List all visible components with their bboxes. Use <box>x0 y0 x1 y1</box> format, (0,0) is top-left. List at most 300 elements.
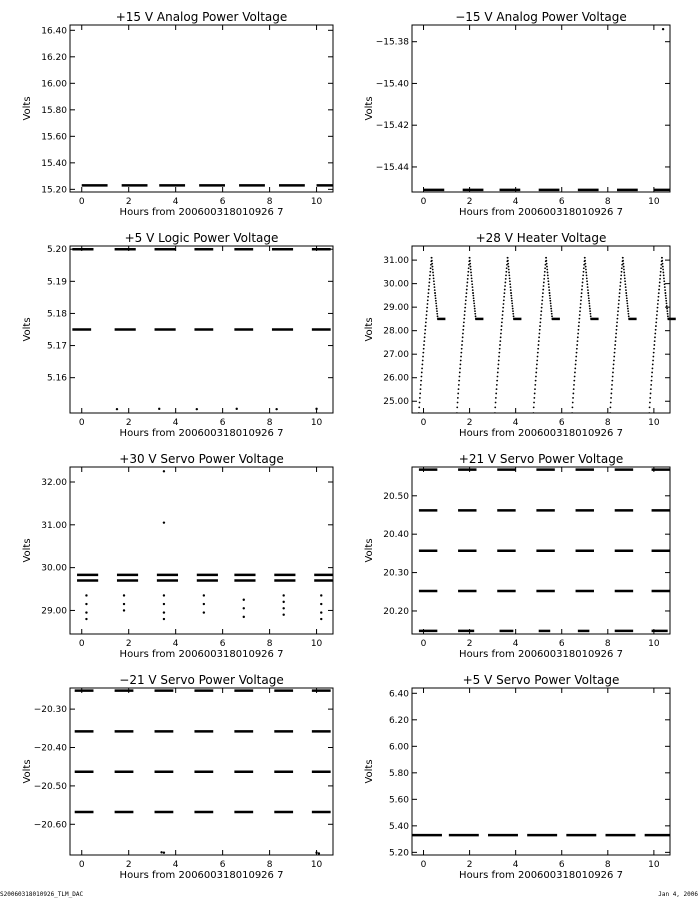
data-point <box>621 267 623 269</box>
data-point <box>243 607 245 609</box>
data-point <box>459 368 461 370</box>
data-point <box>664 283 666 285</box>
data-point <box>547 272 549 274</box>
y-tick-label: 20.40 <box>383 530 409 541</box>
data-point <box>436 313 438 315</box>
data-point <box>424 336 426 338</box>
data-point <box>510 286 512 288</box>
y-tick-label: 31.00 <box>383 256 409 267</box>
y-tick-label: −15.38 <box>375 37 409 48</box>
chart-panel-7 <box>22 673 333 881</box>
data-point <box>507 260 509 262</box>
data-point <box>573 384 575 386</box>
data-point <box>418 412 420 414</box>
data-point <box>580 303 582 305</box>
data-point <box>499 344 501 346</box>
data-point <box>511 302 513 304</box>
data-point <box>543 278 545 280</box>
data-point <box>420 384 422 386</box>
chart-title: −21 V Servo Power Voltage <box>119 673 284 687</box>
x-tick-label: 8 <box>266 418 273 428</box>
data-point <box>320 594 322 596</box>
data-point <box>508 266 510 268</box>
x-tick-label: 10 <box>310 197 323 207</box>
data-point <box>236 408 238 410</box>
data-point <box>474 305 476 307</box>
data-point <box>495 402 497 404</box>
x-axis-label: Hours from 200600318010926 7 <box>119 649 284 660</box>
y-tick-label: 27.00 <box>383 350 409 361</box>
data-point <box>649 402 651 404</box>
data-point <box>619 285 621 287</box>
chart-title: +5 V Logic Power Voltage <box>124 231 279 245</box>
data-point <box>663 277 665 279</box>
data-point <box>544 271 546 273</box>
data-point <box>426 314 428 316</box>
data-point <box>614 352 616 354</box>
data-point <box>551 313 553 315</box>
data-point <box>419 393 421 395</box>
data-point <box>504 289 506 291</box>
data-point <box>457 402 459 404</box>
data-point <box>462 333 464 335</box>
data-point <box>457 393 459 395</box>
data-point <box>626 295 628 297</box>
data-point <box>473 297 475 299</box>
y-tick-label: 16.00 <box>41 79 67 90</box>
x-tick-label: 6 <box>558 197 565 207</box>
data-point <box>472 292 474 294</box>
data-point <box>617 310 619 312</box>
data-point <box>463 321 465 323</box>
x-tick-label: 0 <box>78 639 85 649</box>
data-point <box>549 300 551 302</box>
x-axis-label: Hours from 200600318010926 7 <box>119 870 284 881</box>
data-point <box>586 275 588 277</box>
data-point <box>628 313 630 315</box>
plot-frame <box>412 25 670 192</box>
data-point <box>466 285 468 287</box>
chart-panel-3 <box>22 231 333 439</box>
data-point <box>657 303 659 305</box>
data-point <box>501 318 503 320</box>
data-point <box>469 263 471 265</box>
data-point <box>498 356 500 358</box>
data-point <box>469 260 471 262</box>
data-point <box>590 315 592 317</box>
data-point <box>662 272 664 274</box>
data-point <box>501 321 503 323</box>
data-point <box>540 310 542 312</box>
data-point <box>459 372 461 374</box>
x-tick-label: 4 <box>512 639 519 649</box>
data-point <box>421 364 423 366</box>
x-tick-label: 10 <box>310 418 323 428</box>
data-point <box>533 406 535 408</box>
data-point <box>571 412 573 414</box>
data-point <box>547 275 549 277</box>
data-point <box>613 364 615 366</box>
data-point <box>504 282 506 284</box>
x-tick-label: 4 <box>512 197 519 207</box>
data-point <box>659 278 661 280</box>
data-point <box>579 314 581 316</box>
data-point <box>431 257 433 259</box>
data-point <box>505 278 507 280</box>
data-point <box>432 269 434 271</box>
chart-panel-2 <box>364 10 670 218</box>
data-point <box>512 308 514 310</box>
data-point <box>653 348 655 350</box>
data-point <box>463 318 465 320</box>
data-point <box>574 372 576 374</box>
data-point <box>502 307 504 309</box>
footer-filename: S20060318010926_TLM_DAC <box>0 891 84 898</box>
data-point <box>536 368 538 370</box>
data-point <box>433 277 435 279</box>
data-point <box>611 388 613 390</box>
data-point <box>621 271 623 273</box>
data-point <box>550 302 552 304</box>
data-point <box>503 299 505 301</box>
y-tick-label: 16.40 <box>41 26 67 37</box>
y-axis-label: Volts <box>364 317 375 342</box>
data-point <box>580 296 582 298</box>
data-point <box>509 280 511 282</box>
data-point <box>422 356 424 358</box>
data-point <box>460 364 462 366</box>
data-point <box>496 380 498 382</box>
data-point <box>614 344 616 346</box>
y-tick-label: 28.00 <box>383 326 409 337</box>
data-point <box>432 266 434 268</box>
data-point <box>588 297 590 299</box>
data-point <box>664 289 666 291</box>
data-point <box>461 348 463 350</box>
data-point <box>456 406 458 408</box>
x-axis-label: Hours from 200600318010926 7 <box>119 428 284 439</box>
data-point <box>471 277 473 279</box>
data-point <box>581 285 583 287</box>
data-point <box>616 318 618 320</box>
data-point <box>620 282 622 284</box>
y-tick-label: −15.44 <box>375 162 409 173</box>
data-point <box>652 360 654 362</box>
x-tick-label: 0 <box>78 418 85 428</box>
data-point <box>627 310 629 312</box>
data-point <box>459 376 461 378</box>
y-tick-label: 6.20 <box>388 715 409 726</box>
data-point <box>497 376 499 378</box>
chart-title: +15 V Analog Power Voltage <box>115 10 288 24</box>
data-point <box>428 289 430 291</box>
data-point <box>418 406 420 408</box>
data-point <box>498 352 500 354</box>
data-point <box>618 303 620 305</box>
data-point <box>504 292 506 294</box>
data-point <box>429 278 431 280</box>
data-point <box>667 315 669 317</box>
data-point <box>667 313 669 315</box>
data-point <box>430 267 432 269</box>
data-point <box>661 260 663 262</box>
data-point <box>612 368 614 370</box>
data-point <box>497 372 499 374</box>
data-point <box>543 282 545 284</box>
data-point <box>659 285 661 287</box>
data-point <box>627 305 629 307</box>
data-point <box>661 257 663 259</box>
y-tick-label: −20.50 <box>33 781 67 792</box>
x-tick-label: 2 <box>466 197 473 207</box>
y-tick-label: 5.18 <box>46 309 67 320</box>
data-point <box>85 611 87 613</box>
data-point <box>436 310 438 312</box>
data-point <box>495 393 497 395</box>
data-point <box>472 289 474 291</box>
data-point <box>433 280 435 282</box>
data-point <box>628 315 630 317</box>
data-point <box>123 609 125 611</box>
data-point <box>472 295 474 297</box>
y-tick-label: 6.00 <box>388 742 409 753</box>
data-point <box>505 274 507 276</box>
y-tick-label: −20.40 <box>33 743 67 754</box>
y-tick-label: −20.30 <box>33 705 67 716</box>
data-point <box>648 412 650 414</box>
data-point <box>427 296 429 298</box>
data-point <box>502 314 504 316</box>
data-point <box>651 372 653 374</box>
data-point <box>625 286 627 288</box>
data-point <box>509 283 511 285</box>
data-point <box>620 278 622 280</box>
data-point <box>437 315 439 317</box>
x-tick-label: 2 <box>125 860 132 870</box>
data-point <box>656 314 658 316</box>
data-point <box>588 295 590 297</box>
data-point <box>282 594 284 596</box>
x-axis-label: Hours from 200600318010926 7 <box>459 207 623 218</box>
data-point <box>503 296 505 298</box>
data-point <box>620 274 622 276</box>
data-point <box>658 296 660 298</box>
data-point <box>610 402 612 404</box>
data-point <box>551 315 553 317</box>
y-axis-label: Volts <box>22 759 33 784</box>
data-point <box>434 292 436 294</box>
data-point <box>623 272 625 274</box>
y-tick-label: 5.19 <box>46 277 67 288</box>
data-point <box>534 384 536 386</box>
data-point <box>163 594 165 596</box>
data-point <box>507 257 509 259</box>
data-point <box>610 397 612 399</box>
data-point <box>652 368 654 370</box>
y-tick-label: 6.40 <box>388 689 409 700</box>
data-point <box>498 364 500 366</box>
data-point <box>574 368 576 370</box>
data-point <box>475 315 477 317</box>
x-tick-label: 10 <box>648 860 660 870</box>
data-point <box>460 356 462 358</box>
data-point <box>534 393 536 395</box>
data-point <box>499 348 501 350</box>
data-point <box>282 601 284 603</box>
x-tick-label: 6 <box>219 418 226 428</box>
data-point <box>507 263 509 265</box>
data-point <box>664 292 666 294</box>
data-point <box>625 289 627 291</box>
chart-panel-1 <box>22 10 333 218</box>
data-point <box>463 325 465 327</box>
data-point <box>469 257 471 259</box>
data-point <box>422 352 424 354</box>
data-point <box>320 611 322 613</box>
data-point <box>653 344 655 346</box>
data-point <box>584 260 586 262</box>
data-point <box>626 297 628 299</box>
data-point <box>662 263 664 265</box>
data-point <box>542 289 544 291</box>
data-point <box>656 310 658 312</box>
data-point <box>420 388 422 390</box>
x-tick-label: 8 <box>266 639 273 649</box>
data-point <box>435 297 437 299</box>
data-point <box>203 611 205 613</box>
data-point <box>504 285 506 287</box>
data-point <box>123 594 125 596</box>
x-tick-label: 6 <box>219 639 226 649</box>
data-point <box>587 292 589 294</box>
y-tick-label: 5.17 <box>46 341 67 352</box>
data-point <box>577 336 579 338</box>
data-point <box>573 380 575 382</box>
data-point <box>626 300 628 302</box>
data-point <box>470 269 472 271</box>
plot-frame <box>412 246 670 413</box>
data-point <box>503 303 505 305</box>
data-point <box>624 277 626 279</box>
data-point <box>282 614 284 616</box>
data-point <box>576 344 578 346</box>
data-point <box>425 318 427 320</box>
data-point <box>421 372 423 374</box>
data-point <box>575 356 577 358</box>
data-point <box>662 266 664 268</box>
data-point <box>420 380 422 382</box>
data-point <box>510 289 512 291</box>
data-point <box>580 299 582 301</box>
data-point <box>533 397 535 399</box>
data-point <box>623 266 625 268</box>
data-point <box>474 313 476 315</box>
data-point <box>423 348 425 350</box>
data-point <box>572 402 574 404</box>
x-tick-label: 0 <box>78 197 85 207</box>
y-axis-label: Volts <box>22 538 33 563</box>
data-point <box>436 308 438 310</box>
data-point <box>581 292 583 294</box>
data-point <box>163 470 165 472</box>
data-point <box>163 618 165 620</box>
data-point <box>464 310 466 312</box>
data-point <box>665 297 667 299</box>
data-point <box>572 406 574 408</box>
y-tick-label: 15.40 <box>41 158 67 169</box>
data-point <box>425 321 427 323</box>
data-point <box>535 376 537 378</box>
data-point <box>583 271 585 273</box>
data-point <box>163 603 165 605</box>
data-point <box>583 267 585 269</box>
data-point <box>624 280 626 282</box>
data-point <box>431 260 433 262</box>
data-point <box>547 280 549 282</box>
x-tick-label: 0 <box>420 418 427 428</box>
data-point <box>538 344 540 346</box>
data-point <box>466 292 468 294</box>
data-point <box>589 308 591 310</box>
x-tick-label: 8 <box>604 418 611 428</box>
data-point <box>539 329 541 331</box>
data-point <box>494 412 496 414</box>
data-point <box>466 289 468 291</box>
x-tick-label: 6 <box>558 639 565 649</box>
data-point <box>650 384 652 386</box>
data-point <box>540 318 542 320</box>
chart-panel-5 <box>22 452 333 660</box>
data-point <box>546 263 548 265</box>
y-tick-label: 20.50 <box>383 491 409 502</box>
data-point <box>315 408 317 410</box>
data-point <box>318 852 320 854</box>
chart-panel-6 <box>364 452 670 660</box>
data-point <box>666 302 668 304</box>
chart-title: +28 V Heater Voltage <box>475 231 607 245</box>
data-point <box>431 263 433 265</box>
data-point <box>544 267 546 269</box>
data-point <box>275 408 277 410</box>
data-point <box>655 325 657 327</box>
data-point <box>622 263 624 265</box>
data-point <box>616 325 618 327</box>
data-point <box>625 292 627 294</box>
data-point <box>611 380 613 382</box>
data-point <box>499 340 501 342</box>
plot-frame <box>70 467 333 634</box>
x-tick-label: 2 <box>125 197 132 207</box>
data-point <box>458 388 460 390</box>
x-axis-label: Hours from 200600318010926 7 <box>459 428 623 439</box>
data-point <box>617 314 619 316</box>
data-point <box>474 310 476 312</box>
data-point <box>585 269 587 271</box>
data-point <box>467 271 469 273</box>
data-point <box>660 271 662 273</box>
data-point <box>666 310 668 312</box>
data-point <box>654 336 656 338</box>
x-tick-label: 6 <box>558 860 565 870</box>
data-point <box>542 296 544 298</box>
data-point <box>422 360 424 362</box>
data-point <box>657 307 659 309</box>
data-point <box>576 352 578 354</box>
x-tick-label: 2 <box>466 418 473 428</box>
x-tick-label: 2 <box>466 860 473 870</box>
data-point <box>615 336 617 338</box>
data-point <box>116 408 118 410</box>
